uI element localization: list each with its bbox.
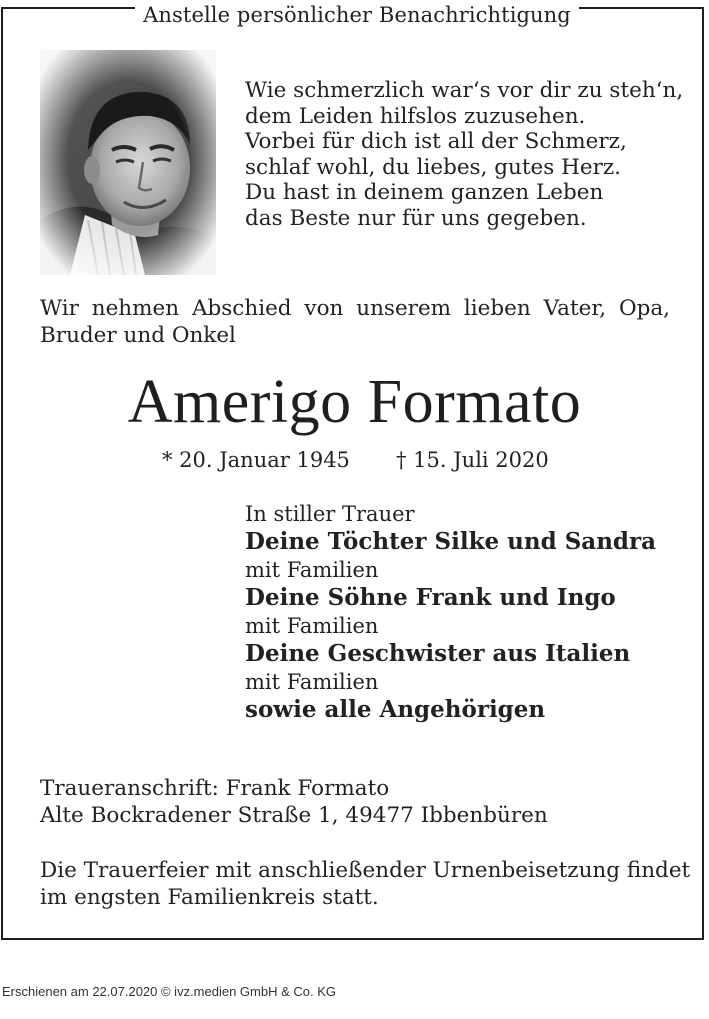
header-title: Anstelle persönlicher Benachrichtigung [135, 4, 579, 34]
poem-line: schlaf wohl, du liebes, gutes Herz. [245, 154, 622, 180]
poem-line: Wie schmerzlich war‘s vor dir zu steh‘n, [245, 78, 684, 103]
mourners-list [245, 501, 656, 725]
ceremony-line-2: im engsten Familienkreis statt. [40, 885, 379, 910]
publication-footer: Erschienen am 22.07.2020 © ivz.medien GmbH & Co. KG [2, 984, 337, 999]
deceased-name: Amerigo Formato [127, 368, 582, 436]
death-date: † 15. Juli 2020 [396, 448, 549, 472]
poem [245, 78, 683, 232]
poem-line: das Beste nur für uns gegeben. [245, 205, 587, 231]
poem-line: Du hast in deinem ganzen Leben [245, 180, 604, 206]
poem-line: Vorbei für dich ist all der Schmerz, [245, 129, 627, 155]
mourning-address [40, 775, 548, 829]
mourners-intro: In stiller Trauer [245, 502, 415, 526]
mourner-group-sons-sub: mit Familien [245, 614, 379, 638]
mourner-group-sons: Deine Söhne Frank und Ingo [245, 584, 616, 611]
poem-line: dem Leiden hilfslos zuzusehen. [245, 103, 586, 129]
ceremony-line-1: Die Trauerfeier mit anschließender Urnenbeisetzung findet [40, 858, 691, 883]
farewell-intro-line-1: Wir nehmen Abschied von unserem lieben Vater, Opa, [40, 296, 670, 321]
ceremony-notice [40, 857, 690, 911]
birth-date: * 20. Januar 1945 [162, 448, 350, 472]
address-line-2: Alte Bockradener Straße 1, 49477 Ibbenbüren [40, 803, 548, 828]
mourner-group-relatives: sowie alle Angehörigen [245, 696, 546, 723]
mourner-group-siblings-sub: mit Familien [245, 670, 379, 694]
farewell-intro-line-2: Bruder und Onkel [40, 323, 236, 348]
mourner-group-siblings: Deine Geschwister aus Italien [245, 640, 631, 667]
portrait-photo-icon [40, 50, 216, 275]
address-line-1: Traueranschrift: Frank Formato [40, 776, 390, 801]
mourner-group-daughters-sub: mit Familien [245, 558, 379, 582]
mourner-group-daughters: Deine Töchter Silke und Sandra [245, 528, 657, 555]
farewell-intro [40, 295, 670, 349]
